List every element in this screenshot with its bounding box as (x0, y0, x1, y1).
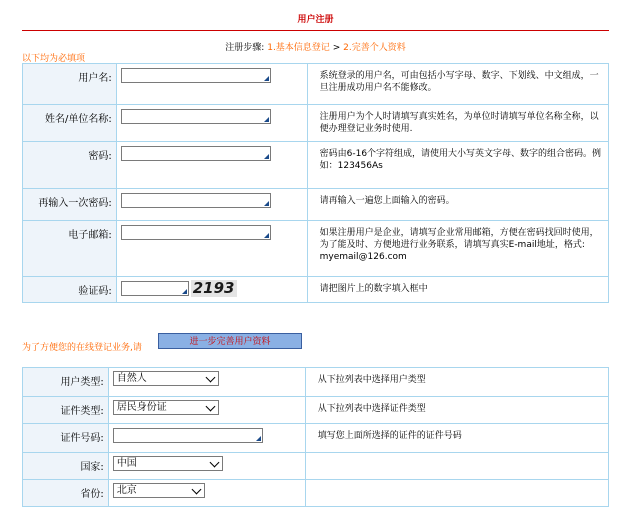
province-value: 北京 (116, 485, 137, 496)
country-label: 国家: (80, 462, 104, 473)
chevron-down-icon (191, 485, 201, 495)
user-type-tip: 从下拉列表中选择用户类型 (317, 375, 426, 385)
form-row-username (23, 64, 609, 105)
registration-form (22, 63, 609, 303)
username-tip: 系统登录的用户名，可由包括小写字母、数字、下划线、中文组成，一旦注册成功用户名不能修改。 (319, 71, 599, 93)
password-label: 密码: (88, 151, 112, 162)
password-confirm-input[interactable] (121, 193, 271, 208)
complete-profile-button[interactable]: 进一步完善用户资料 (158, 333, 302, 349)
id-number-label: 证件号码: (60, 433, 104, 444)
email-tip: 如果注册用户是企业，请填写企业常用邮箱，方便在密码找回时使用，为了能及时、方便地进行业务联系，请填写真实E-mail地址，格式: myemail@126.com (319, 228, 599, 262)
realname-tip: 注册用户为个人时请填写真实姓名，为单位时请填写单位名称全称，以便办理登记业务时使用. (319, 112, 599, 134)
user-type-select[interactable] (113, 371, 219, 386)
country-select[interactable] (113, 456, 223, 471)
chevron-down-icon (209, 458, 219, 468)
country-value: 中国 (116, 458, 137, 469)
step-2: 2.完善个人资料 (343, 43, 406, 53)
id-type-label: 证件类型: (60, 406, 104, 417)
required-note: 以下均为必填项 (22, 54, 86, 64)
password-confirm-tip: 请再输入一遍您上面输入的密码。 (319, 196, 455, 206)
id-type-value: 居民身份证 (116, 402, 167, 413)
password-input[interactable] (121, 146, 271, 161)
id-type-tip: 从下拉列表中选择证件类型 (317, 404, 426, 414)
form-row-password-confirm (23, 189, 609, 221)
profile-row-id-number (23, 424, 609, 453)
step-1: 1.基本信息登记 (267, 43, 330, 53)
title-divider (22, 30, 609, 31)
id-type-select[interactable] (113, 400, 219, 415)
username-input[interactable] (121, 68, 271, 83)
email-input[interactable] (121, 225, 271, 240)
captcha-label: 验证码: (78, 286, 112, 297)
username-label-cell (23, 64, 117, 105)
user-type-label: 用户类型: (60, 377, 104, 388)
more-info-prompt: 为了方便您的在线登记业务,请 (22, 343, 142, 353)
captcha-input[interactable] (121, 281, 189, 296)
captcha-tip: 请把图片上的数字填入框中 (319, 284, 428, 294)
steps-prefix: 注册步骤: (225, 43, 265, 53)
registration-steps (0, 40, 631, 53)
page-title: 用户注册 (297, 15, 334, 25)
chevron-down-icon (205, 402, 215, 412)
profile-row-province (23, 480, 609, 507)
form-row-captcha (23, 277, 609, 303)
profile-row-user-type (23, 368, 609, 397)
form-row-email (23, 221, 609, 277)
realname-label: 姓名/单位名称: (45, 114, 112, 125)
form-row-realname (23, 105, 609, 142)
province-select[interactable] (113, 483, 205, 498)
profile-row-id-type (23, 397, 609, 424)
id-number-tip: 填写您上面所选择的证件的证件号码 (317, 431, 462, 441)
password-confirm-label: 再输入一次密码: (38, 198, 112, 209)
profile-form (22, 367, 609, 507)
chevron-down-icon (205, 373, 215, 383)
province-label: 省份: (80, 489, 104, 500)
realname-input[interactable] (121, 109, 271, 124)
user-type-value: 自然人 (116, 373, 147, 384)
id-number-input[interactable] (113, 428, 263, 443)
password-tip: 密码由6-16个字符组成，请使用大小写英文字母、数字的组合密码。例如：123456As (319, 149, 602, 171)
profile-row-country (23, 453, 609, 480)
captcha-image[interactable]: 2193 (192, 279, 235, 297)
email-label: 电子邮箱: (68, 230, 112, 241)
form-row-password (23, 142, 609, 189)
username-label: 用户名: (78, 73, 112, 84)
step-separator: > (332, 43, 341, 53)
